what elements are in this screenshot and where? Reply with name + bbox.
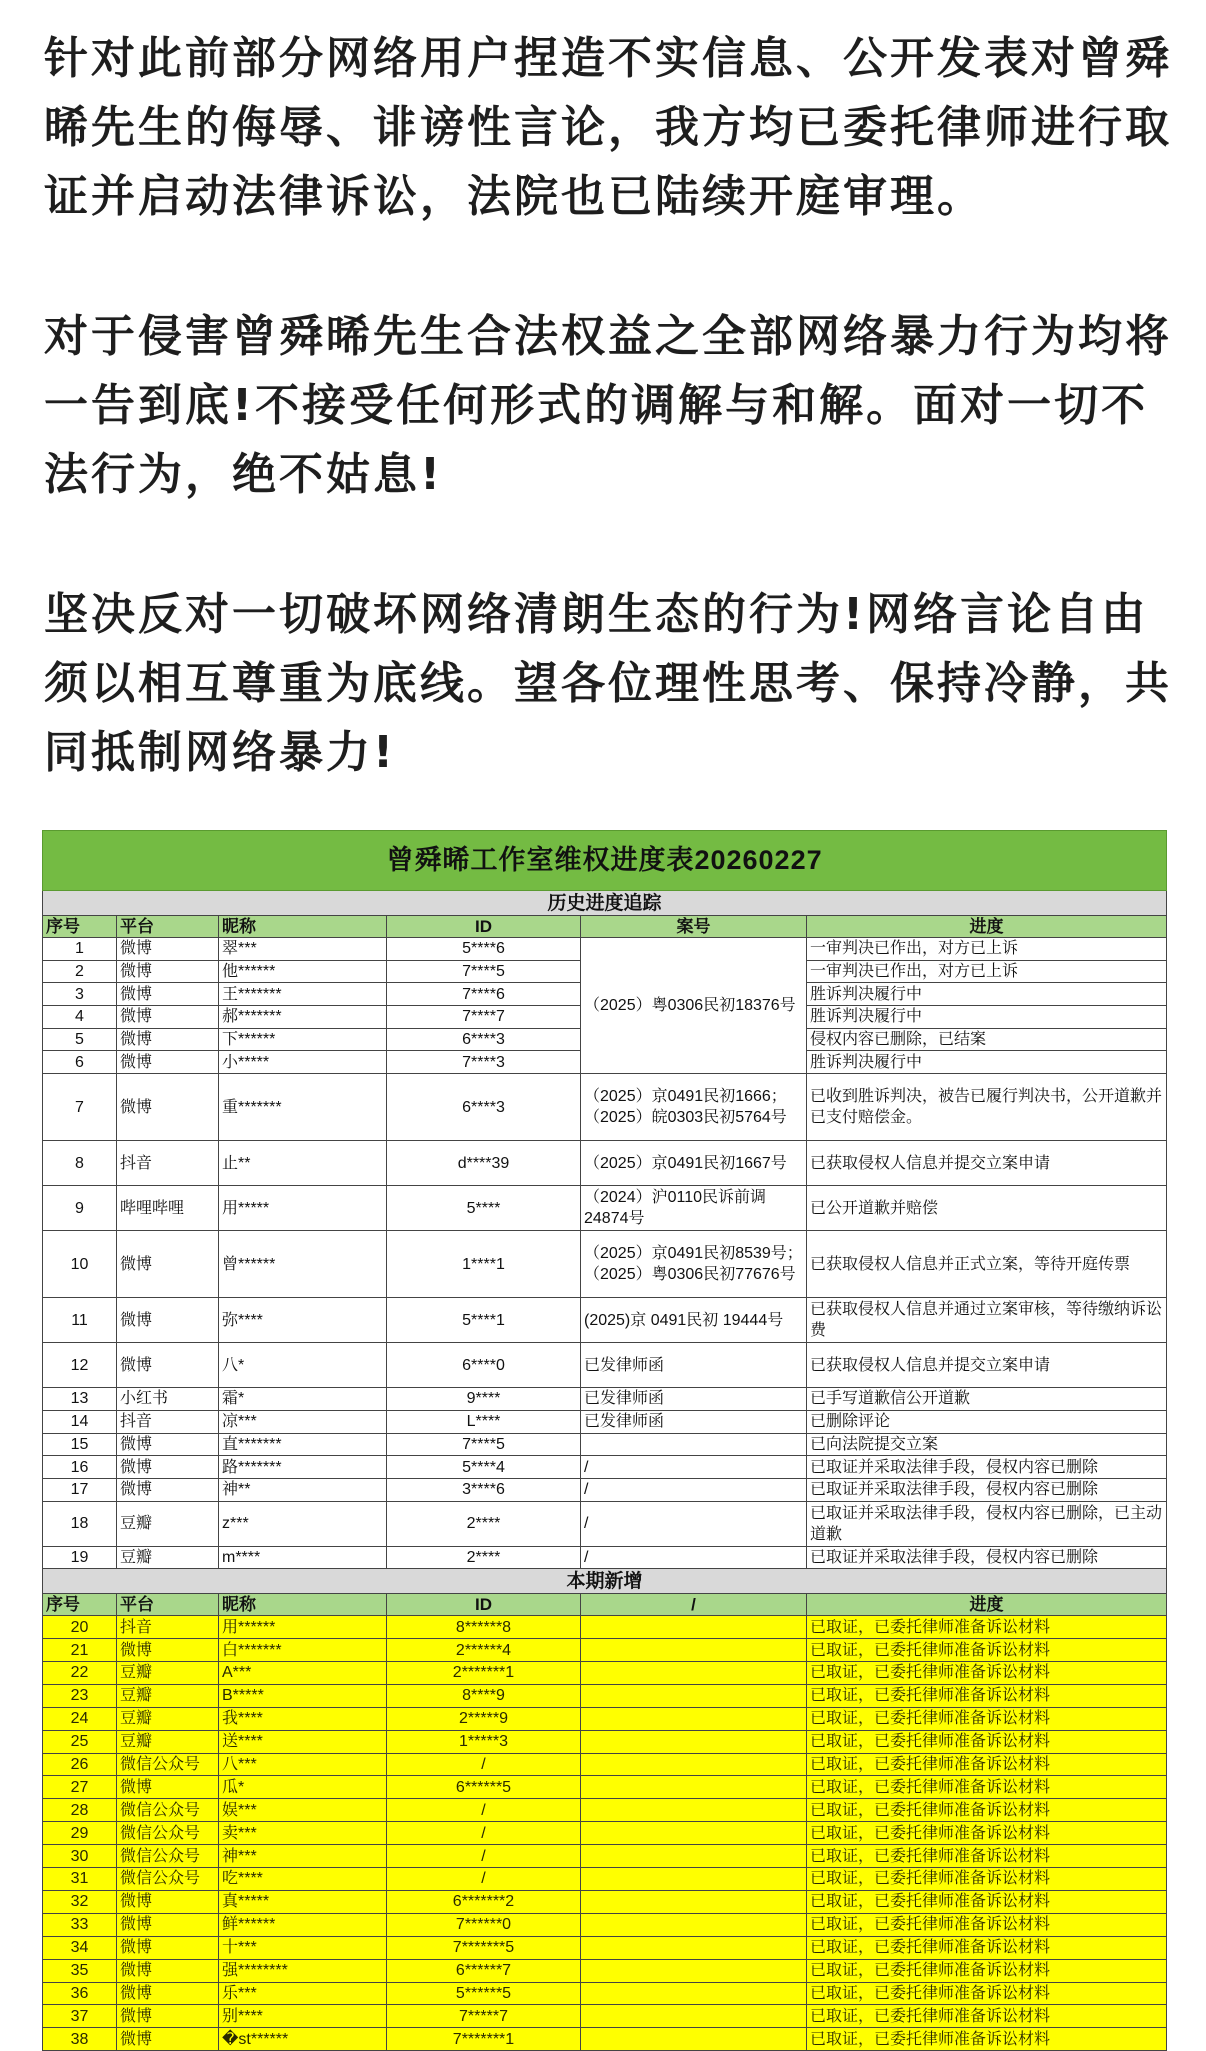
progress-cell: 已获取侵权人信息并正式立案，等待开庭传票: [807, 1231, 1167, 1298]
nickname-cell: 用*****: [219, 1186, 387, 1231]
platform-cell: 微博: [117, 1298, 219, 1343]
table-row: [43, 1501, 1167, 1546]
platform-cell: 微博: [117, 1776, 219, 1799]
case-number-cell: [581, 1433, 807, 1456]
platform-cell: 微博: [117, 1343, 219, 1388]
nickname-cell: 鲜******: [219, 1913, 387, 1936]
row-number: 31: [43, 1868, 117, 1891]
column-header: 平台: [117, 916, 219, 938]
row-number: 36: [43, 1982, 117, 2005]
nickname-cell: 王*******: [219, 983, 387, 1006]
platform-cell: 微信公众号: [117, 1868, 219, 1891]
row-number: 20: [43, 1616, 117, 1639]
id-cell: 6****3: [387, 1074, 581, 1141]
row-number: 11: [43, 1298, 117, 1343]
nickname-cell: 乐***: [219, 1982, 387, 2005]
id-cell: /: [387, 1799, 581, 1822]
history-section-title: 历史进度追踪: [43, 891, 1167, 916]
platform-cell: 微博: [117, 1074, 219, 1141]
case-number-cell: [581, 1936, 807, 1959]
nickname-cell: 娱***: [219, 1799, 387, 1822]
case-number-cell: /: [581, 1501, 807, 1546]
progress-cell: 侵权内容已删除，已结案: [807, 1028, 1167, 1051]
case-number-cell: [581, 2005, 807, 2028]
row-number: 25: [43, 1730, 117, 1753]
table-row: [43, 1478, 1167, 1501]
row-number: 13: [43, 1388, 117, 1411]
progress-cell: 已取证并采取法律手段，侵权内容已删除，已主动道歉: [807, 1501, 1167, 1546]
progress-cell: 已取证，已委托律师准备诉讼材料: [807, 1753, 1167, 1776]
table-row: [43, 1074, 1167, 1141]
case-number-cell: [581, 1959, 807, 1982]
platform-cell: 抖音: [117, 1141, 219, 1186]
row-number: 26: [43, 1753, 117, 1776]
nickname-cell: 郝*******: [219, 1006, 387, 1029]
progress-cell: 一审判决已作出，对方已上诉: [807, 938, 1167, 961]
case-number-cell: [581, 1913, 807, 1936]
id-cell: 5****: [387, 1186, 581, 1231]
history-header-row: [43, 916, 1167, 938]
case-number-cell: 已发律师函: [581, 1410, 807, 1433]
id-cell: 7*****7: [387, 2005, 581, 2028]
table-row: [43, 1639, 1167, 1662]
nickname-cell: 八*: [219, 1343, 387, 1388]
platform-cell: 微博: [117, 1478, 219, 1501]
progress-cell: 已取证，已委托律师准备诉讼材料: [807, 1684, 1167, 1707]
case-number-cell: [581, 1616, 807, 1639]
platform-cell: 微博: [117, 2005, 219, 2028]
new-header-row: [43, 1594, 1167, 1616]
row-number: 17: [43, 1478, 117, 1501]
platform-cell: 微博: [117, 1028, 219, 1051]
progress-cell: 已取证，已委托律师准备诉讼材料: [807, 1730, 1167, 1753]
progress-cell: 已取证，已委托律师准备诉讼材料: [807, 1913, 1167, 1936]
column-header: ID: [387, 916, 581, 938]
row-number: 27: [43, 1776, 117, 1799]
table-row: [43, 938, 1167, 961]
statement-paragraph-1: 针对此前部分网络用户捏造不实信息、公开发表对曾舜晞先生的侮辱、诽谤性言论，我方均已委托律师进行取证并启动法律诉讼，法院也已陆续开庭审理。: [44, 33, 1172, 222]
nickname-cell: 下******: [219, 1028, 387, 1051]
id-cell: 5****4: [387, 1456, 581, 1479]
platform-cell: 豆瓣: [117, 1501, 219, 1546]
id-cell: 8******8: [387, 1616, 581, 1639]
case-number-cell: [581, 1822, 807, 1845]
table-row: [43, 2028, 1167, 2051]
row-number: 22: [43, 1662, 117, 1685]
id-cell: 9****: [387, 1388, 581, 1411]
nickname-cell: 别****: [219, 2005, 387, 2028]
case-number-cell: [581, 1684, 807, 1707]
case-number-cell: /: [581, 1546, 807, 1569]
id-cell: 6******7: [387, 1959, 581, 1982]
platform-cell: 微博: [117, 1982, 219, 2005]
table-row: [43, 1799, 1167, 1822]
nickname-cell: 吃****: [219, 1868, 387, 1891]
rights-progress-table-image: [42, 830, 1166, 2051]
id-cell: 6*******2: [387, 1890, 581, 1913]
nickname-cell: m****: [219, 1546, 387, 1569]
id-cell: 7******0: [387, 1913, 581, 1936]
table-row: [43, 1707, 1167, 1730]
id-cell: 5******5: [387, 1982, 581, 2005]
platform-cell: 微博: [117, 1890, 219, 1913]
statement-paragraph-3: 坚决反对一切破坏网络清朗生态的行为!网络言论自由须以相互尊重为底线。望各位理性思考、保持冷静，共同抵制网络暴力!: [44, 589, 1172, 778]
nickname-cell: 曾******: [219, 1231, 387, 1298]
id-cell: /: [387, 1845, 581, 1868]
platform-cell: 哔哩哔哩: [117, 1186, 219, 1231]
case-number-cell: [581, 1707, 807, 1730]
platform-cell: 微博: [117, 938, 219, 961]
platform-cell: 微博: [117, 960, 219, 983]
progress-cell: 已取证，已委托律师准备诉讼材料: [807, 1959, 1167, 1982]
case-number-cell: /: [581, 1456, 807, 1479]
id-cell: 5****1: [387, 1298, 581, 1343]
id-cell: /: [387, 1822, 581, 1845]
nickname-cell: 八***: [219, 1753, 387, 1776]
id-cell: 7*******1: [387, 2028, 581, 2051]
case-number-cell: (2025)京 0491民初 19444号: [581, 1298, 807, 1343]
id-cell: 2*******1: [387, 1662, 581, 1685]
case-number-cell: [581, 1982, 807, 2005]
platform-cell: 抖音: [117, 1410, 219, 1433]
nickname-cell: 神**: [219, 1478, 387, 1501]
progress-cell: 已获取侵权人信息并提交立案申请: [807, 1343, 1167, 1388]
progress-cell: 已删除评论: [807, 1410, 1167, 1433]
progress-cell: 已取证，已委托律师准备诉讼材料: [807, 1776, 1167, 1799]
row-number: 14: [43, 1410, 117, 1433]
table-row: [43, 1868, 1167, 1891]
case-number-cell: [581, 1845, 807, 1868]
progress-cell: 已手写道歉信公开道歉: [807, 1388, 1167, 1411]
platform-cell: 微博: [117, 1051, 219, 1074]
case-number-cell: （2025）京0491民初1666；（2025）皖0303民初5764号: [581, 1074, 807, 1141]
row-number: 34: [43, 1936, 117, 1959]
progress-cell: 已取证，已委托律师准备诉讼材料: [807, 2028, 1167, 2051]
table-row: [43, 1662, 1167, 1685]
nickname-cell: 白*******: [219, 1639, 387, 1662]
row-number: 2: [43, 960, 117, 983]
nickname-cell: 霜*: [219, 1388, 387, 1411]
row-number: 29: [43, 1822, 117, 1845]
column-header: 进度: [807, 916, 1167, 938]
case-number-cell: 已发律师函: [581, 1343, 807, 1388]
row-number: 19: [43, 1546, 117, 1569]
progress-cell: 已取证，已委托律师准备诉讼材料: [807, 2005, 1167, 2028]
platform-cell: 微博: [117, 1231, 219, 1298]
table-title: 曾舜晞工作室维权进度表20260227: [43, 831, 1167, 891]
nickname-cell: 十***: [219, 1936, 387, 1959]
nickname-cell: 卖***: [219, 1822, 387, 1845]
column-header: 昵称: [219, 916, 387, 938]
id-cell: 6******5: [387, 1776, 581, 1799]
table-row: [43, 1822, 1167, 1845]
platform-cell: 微博: [117, 983, 219, 1006]
progress-cell: 已取证并采取法律手段，侵权内容已删除: [807, 1478, 1167, 1501]
nickname-cell: 送****: [219, 1730, 387, 1753]
platform-cell: 豆瓣: [117, 1707, 219, 1730]
progress-cell: 已取证，已委托律师准备诉讼材料: [807, 1982, 1167, 2005]
platform-cell: 微信公众号: [117, 1799, 219, 1822]
table-row: [43, 1890, 1167, 1913]
id-cell: 2*****9: [387, 1707, 581, 1730]
table-row: [43, 1845, 1167, 1868]
case-number-cell: [581, 1753, 807, 1776]
table-row: [43, 1298, 1167, 1343]
progress-cell: 已收到胜诉判决，被告已履行判决书，公开道歉并已支付赔偿金。: [807, 1074, 1167, 1141]
case-number-cell: [581, 1868, 807, 1891]
table-row: [43, 1959, 1167, 1982]
nickname-cell: 强********: [219, 1959, 387, 1982]
id-cell: 7****7: [387, 1006, 581, 1029]
column-header: 序号: [43, 916, 117, 938]
id-cell: 7*******5: [387, 1936, 581, 1959]
progress-cell: 已取证，已委托律师准备诉讼材料: [807, 1822, 1167, 1845]
progress-cell: 已取证，已委托律师准备诉讼材料: [807, 1616, 1167, 1639]
row-number: 8: [43, 1141, 117, 1186]
progress-cell: 已取证并采取法律手段，侵权内容已删除: [807, 1546, 1167, 1569]
id-cell: 2****: [387, 1501, 581, 1546]
row-number: 21: [43, 1639, 117, 1662]
platform-cell: 微博: [117, 2028, 219, 2051]
table-row: [43, 1982, 1167, 2005]
table-row: [43, 1730, 1167, 1753]
nickname-cell: 他******: [219, 960, 387, 983]
progress-cell: 已取证，已委托律师准备诉讼材料: [807, 1707, 1167, 1730]
new-section-title: 本期新增: [43, 1569, 1167, 1594]
case-number-cell: （2024）沪0110民诉前调24874号: [581, 1186, 807, 1231]
table-row: [43, 1936, 1167, 1959]
table-row: [43, 2005, 1167, 2028]
platform-cell: 微博: [117, 1913, 219, 1936]
id-cell: 6****0: [387, 1343, 581, 1388]
table-row: [43, 1231, 1167, 1298]
case-number-cell: [581, 2028, 807, 2051]
platform-cell: 微信公众号: [117, 1845, 219, 1868]
nickname-cell: 我****: [219, 1707, 387, 1730]
row-number: 38: [43, 2028, 117, 2051]
column-header: ID: [387, 1594, 581, 1616]
id-cell: 7****5: [387, 960, 581, 983]
progress-cell: 已获取侵权人信息并提交立案申请: [807, 1141, 1167, 1186]
progress-cell: 胜诉判决履行中: [807, 1006, 1167, 1029]
nickname-cell: 瓜*: [219, 1776, 387, 1799]
table-row: [43, 1616, 1167, 1639]
table-row: [43, 1433, 1167, 1456]
table-title-row: [43, 831, 1167, 891]
case-number-cell: [581, 1639, 807, 1662]
progress-cell: 已取证，已委托律师准备诉讼材料: [807, 1936, 1167, 1959]
nickname-cell: 路*******: [219, 1456, 387, 1479]
id-cell: /: [387, 1868, 581, 1891]
id-cell: L****: [387, 1410, 581, 1433]
case-number-cell: （2025）京0491民初8539号；（2025）粤0306民初77676号: [581, 1231, 807, 1298]
column-header: 平台: [117, 1594, 219, 1616]
new-section-row: [43, 1569, 1167, 1594]
nickname-cell: 小*****: [219, 1051, 387, 1074]
table-row: [43, 1913, 1167, 1936]
id-cell: 2****: [387, 1546, 581, 1569]
progress-cell: 已取证，已委托律师准备诉讼材料: [807, 1845, 1167, 1868]
row-number: 33: [43, 1913, 117, 1936]
id-cell: 1****1: [387, 1231, 581, 1298]
progress-cell: 已取证并采取法律手段，侵权内容已删除: [807, 1456, 1167, 1479]
row-number: 23: [43, 1684, 117, 1707]
table-row: [43, 1141, 1167, 1186]
row-number: 35: [43, 1959, 117, 1982]
progress-cell: 已获取侵权人信息并通过立案审核，等待缴纳诉讼费: [807, 1298, 1167, 1343]
row-number: 4: [43, 1006, 117, 1029]
table-row: [43, 1546, 1167, 1569]
platform-cell: 豆瓣: [117, 1730, 219, 1753]
platform-cell: 豆瓣: [117, 1546, 219, 1569]
id-cell: 6****3: [387, 1028, 581, 1051]
nickname-cell: 翠***: [219, 938, 387, 961]
nickname-cell: �st******: [219, 2028, 387, 2051]
table-row: [43, 1388, 1167, 1411]
row-number: 10: [43, 1231, 117, 1298]
nickname-cell: 用******: [219, 1616, 387, 1639]
column-header: 序号: [43, 1594, 117, 1616]
platform-cell: 小红书: [117, 1388, 219, 1411]
progress-cell: 胜诉判决履行中: [807, 983, 1167, 1006]
table-row: [43, 1343, 1167, 1388]
progress-cell: 一审判决已作出，对方已上诉: [807, 960, 1167, 983]
row-number: 6: [43, 1051, 117, 1074]
id-cell: 8****9: [387, 1684, 581, 1707]
platform-cell: 微博: [117, 1639, 219, 1662]
id-cell: 5****6: [387, 938, 581, 961]
nickname-cell: A***: [219, 1662, 387, 1685]
id-cell: /: [387, 1753, 581, 1776]
progress-cell: 已取证，已委托律师准备诉讼材料: [807, 1799, 1167, 1822]
row-number: 12: [43, 1343, 117, 1388]
platform-cell: 微博: [117, 1006, 219, 1029]
table-row: [43, 1186, 1167, 1231]
column-header: 进度: [807, 1594, 1167, 1616]
row-number: 32: [43, 1890, 117, 1913]
statement-paragraph-2: 对于侵害曾舜晞先生合法权益之全部网络暴力行为均将一告到底!不接受任何形式的调解与和解。面对一切不法行为，绝不姑息!: [44, 311, 1172, 500]
id-cell: 7****6: [387, 983, 581, 1006]
column-header: 案号: [581, 916, 807, 938]
progress-cell: 已向法院提交立案: [807, 1433, 1167, 1456]
platform-cell: 豆瓣: [117, 1662, 219, 1685]
case-number-cell: [581, 1890, 807, 1913]
nickname-cell: 弥****: [219, 1298, 387, 1343]
case-number-cell: （2025）粤0306民初18376号: [581, 938, 807, 1074]
id-cell: d****39: [387, 1141, 581, 1186]
row-number: 1: [43, 938, 117, 961]
table-row: [43, 1776, 1167, 1799]
row-number: 7: [43, 1074, 117, 1141]
id-cell: 7****3: [387, 1051, 581, 1074]
table-row: [43, 1684, 1167, 1707]
platform-cell: 抖音: [117, 1616, 219, 1639]
id-cell: 1*****3: [387, 1730, 581, 1753]
progress-cell: 胜诉判决履行中: [807, 1051, 1167, 1074]
row-number: 30: [43, 1845, 117, 1868]
platform-cell: 微博: [117, 1456, 219, 1479]
row-number: 28: [43, 1799, 117, 1822]
column-header: /: [581, 1594, 807, 1616]
nickname-cell: z***: [219, 1501, 387, 1546]
progress-cell: 已取证，已委托律师准备诉讼材料: [807, 1868, 1167, 1891]
row-number: 16: [43, 1456, 117, 1479]
platform-cell: 微博: [117, 1959, 219, 1982]
progress-cell: 已公开道歉并赔偿: [807, 1186, 1167, 1231]
progress-cell: 已取证，已委托律师准备诉讼材料: [807, 1890, 1167, 1913]
case-number-cell: [581, 1662, 807, 1685]
row-number: 5: [43, 1028, 117, 1051]
nickname-cell: 真*****: [219, 1890, 387, 1913]
platform-cell: 微信公众号: [117, 1822, 219, 1845]
table-row: [43, 1410, 1167, 1433]
id-cell: 7****5: [387, 1433, 581, 1456]
case-number-cell: [581, 1776, 807, 1799]
table-row: [43, 1753, 1167, 1776]
nickname-cell: 凉***: [219, 1410, 387, 1433]
nickname-cell: B*****: [219, 1684, 387, 1707]
case-number-cell: （2025）京0491民初1667号: [581, 1141, 807, 1186]
nickname-cell: 神***: [219, 1845, 387, 1868]
case-number-cell: [581, 1730, 807, 1753]
nickname-cell: 止**: [219, 1141, 387, 1186]
row-number: 15: [43, 1433, 117, 1456]
row-number: 24: [43, 1707, 117, 1730]
platform-cell: 微博: [117, 1936, 219, 1959]
table-row: [43, 1456, 1167, 1479]
case-number-cell: [581, 1799, 807, 1822]
row-number: 9: [43, 1186, 117, 1231]
rights-progress-table: [42, 830, 1167, 2051]
case-number-cell: 已发律师函: [581, 1388, 807, 1411]
history-section-row: [43, 891, 1167, 916]
progress-cell: 已取证，已委托律师准备诉讼材料: [807, 1662, 1167, 1685]
platform-cell: 微博: [117, 1433, 219, 1456]
id-cell: 2******4: [387, 1639, 581, 1662]
row-number: 37: [43, 2005, 117, 2028]
id-cell: 3****6: [387, 1478, 581, 1501]
platform-cell: 豆瓣: [117, 1684, 219, 1707]
nickname-cell: 重*******: [219, 1074, 387, 1141]
nickname-cell: 直*******: [219, 1433, 387, 1456]
column-header: 昵称: [219, 1594, 387, 1616]
case-number-cell: /: [581, 1478, 807, 1501]
row-number: 3: [43, 983, 117, 1006]
progress-cell: 已取证，已委托律师准备诉讼材料: [807, 1639, 1167, 1662]
platform-cell: 微信公众号: [117, 1753, 219, 1776]
row-number: 18: [43, 1501, 117, 1546]
